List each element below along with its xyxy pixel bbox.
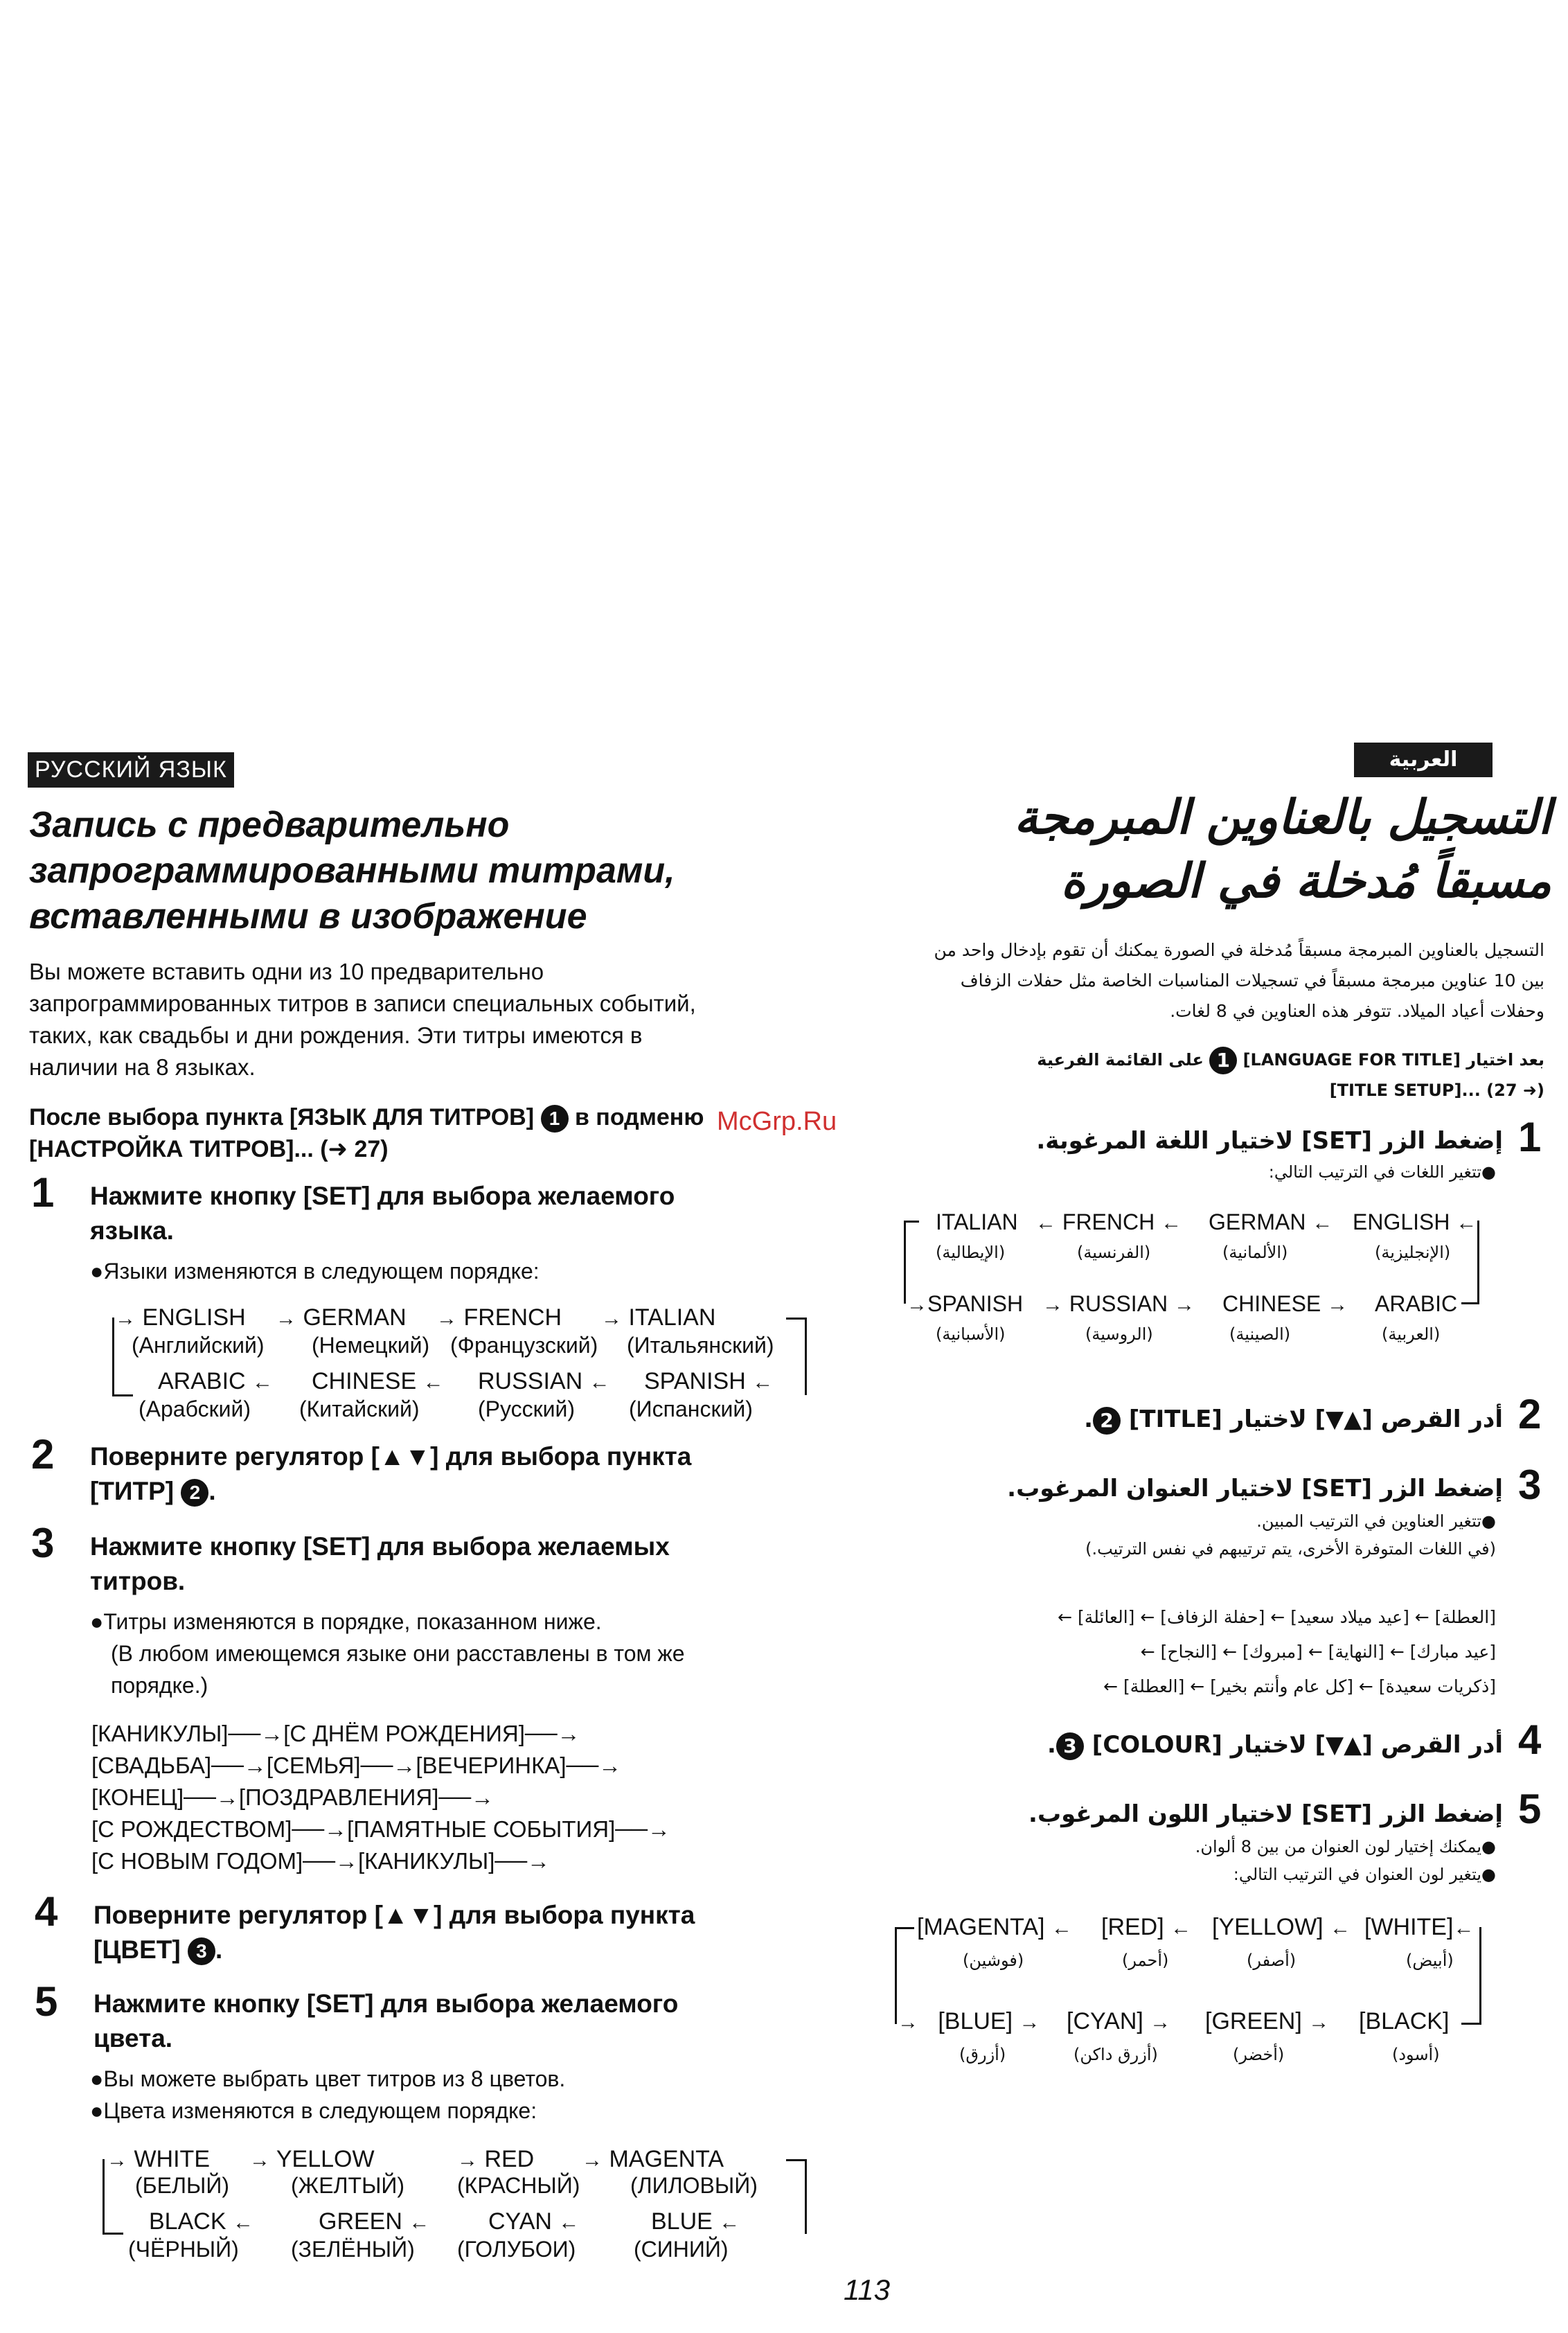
step-line: Поверните регулятор [▲▼] для выбора пункта xyxy=(90,1442,692,1471)
step-line: أدر القرص [▲▼] لاختيار [COLOUR] xyxy=(1092,1731,1503,1759)
colour-label: [YELLOW] xyxy=(1212,1914,1324,1940)
title-sequence-line: [КОНЕЦ]──→[ПОЗДРАВЛЕНИЯ]──→ xyxy=(91,1784,495,1810)
step-5-text-russian xyxy=(93,1987,821,2056)
language-label-translation: (Арабский) xyxy=(139,1396,251,1421)
colour-label-translation: (فوشين) xyxy=(963,1951,1024,1970)
precondition-text: (➜ 27) ...[TITLE SETUP] xyxy=(1329,1081,1544,1100)
colour-cycle-diagram-russian: → WHITE → YELLOW → RED → MAGENTA (БЕЛЫЙ) (ЖЕЛТЫЙ) (КРАСНЫЙ) (ЛИЛОВЫЙ) BLACK ← GREEN ← CYAN ← BLUE ← (ЧЁРНЫЙ) (ЗЕЛЁНЫЙ) (ГОЛУБОИ) (СИНИЙ) xyxy=(97,2144,817,2269)
bullet-text: ●Титры изменяются в порядке, показанном ниже. xyxy=(90,1609,602,1634)
colour-label-translation: (أزرق) xyxy=(959,2045,1006,2064)
precondition-text: После выбора пункта [ЯЗЫК ДЛЯ ТИТРОВ] xyxy=(29,1104,535,1130)
colour-label-translation: (ГОЛУБОИ) xyxy=(457,2237,576,2262)
step-line: титров. xyxy=(90,1567,186,1595)
precondition-text: в подменю xyxy=(574,1104,704,1130)
step-line: [ЦВЕТ] xyxy=(93,1935,181,1964)
precondition-arabic xyxy=(970,1045,1544,1106)
title-sequence-line: [КАНИКУЛЫ]──→[С ДНЁМ РОЖДЕНИЯ]──→ xyxy=(91,1721,580,1746)
language-label: RUSSIAN xyxy=(478,1368,583,1394)
precondition-text: بعد اختيار [LANGUAGE FOR TITLE] xyxy=(1242,1050,1544,1070)
bullet-text: ●تتغير اللغات في الترتيب التالي: xyxy=(1268,1162,1496,1182)
intro-line: بين 10 عناوين مبرمجة مسبقاً في تسجيلات المناسبات الخاصة مثل حفلات الزفاف xyxy=(960,970,1544,991)
language-label-translation: (الصينية) xyxy=(1229,1324,1291,1344)
step-5-bullets-russian xyxy=(90,2063,824,2127)
language-label: GERMAN xyxy=(303,1304,407,1331)
step-3-text-russian xyxy=(90,1529,817,1599)
precondition-text: [НАСТРОЙКА ТИТРОВ]... (➜ 27) xyxy=(29,1136,389,1162)
title-line: مسبقاً مُدخلة في الصورة xyxy=(1060,854,1551,909)
colour-label-translation: (أبيض) xyxy=(1406,1951,1454,1970)
colour-label: BLUE xyxy=(651,2208,713,2235)
colour-cycle-diagram-arabic: [MAGENTA] ← [RED] ← [YELLOW] ← [WHITE]← (فوشين) (أحمر) (أصفر) (أبيض) → [BLUE] → [CYAN] → [GREEN] → [BLACK] (أزرق) (أزرق داكن) (أخضر) (أسود) xyxy=(893,1912,1496,2064)
marker-2-icon: 2 xyxy=(181,1479,208,1507)
intro-line: таких, как свадьбы и дни рождения. Эти титры имеются в xyxy=(29,1022,643,1048)
language-label: ARABIC xyxy=(1375,1291,1458,1316)
marker-1-icon: 1 xyxy=(541,1105,569,1133)
step-line: أدر القرص [▲▼] لاختيار [TITLE] xyxy=(1128,1405,1503,1433)
colour-label-translation: (ЧЁРНЫЙ) xyxy=(128,2237,239,2262)
step-line: цвета. xyxy=(93,2024,173,2052)
step-line: Нажмите кнопку [SET] для выбора желаемых xyxy=(90,1532,670,1561)
bullet-text: ●تتغير العناوين في الترتيب المبين. xyxy=(1256,1511,1496,1531)
language-label: ITALIAN xyxy=(936,1209,1018,1234)
step-4-text-russian: Поверните регулятор [▲▼] для выбора пункта [ЦВЕТ] 3 . xyxy=(93,1898,821,1967)
colour-label: [BLUE] xyxy=(938,2008,1013,2034)
language-label-translation: (الأسبانية) xyxy=(936,1324,1006,1344)
colour-label-translation: (ЗЕЛЁНЫЙ) xyxy=(291,2237,415,2262)
intro-line: التسجيل بالعناوين المبرمجة مسبقاً مُدخلة في الصورة يمكنك أن تقوم بإدخال واحد من xyxy=(934,940,1544,960)
colour-label-translation: (СИНИЙ) xyxy=(634,2237,729,2262)
title-line: Запись с предварительно xyxy=(29,805,510,845)
colour-label: [BLACK] xyxy=(1359,2008,1450,2034)
step-2-text-arabic: أدر القرص [▲▼] لاختيار [TITLE] 2. xyxy=(1084,1405,1503,1433)
colour-label-translation: (أصفر) xyxy=(1247,1951,1297,1970)
language-label-translation: (الألمانية) xyxy=(1222,1243,1288,1262)
title-sequence-line: [العطلة] ← [عيد ميلاد سعيد] ← [حفلة الزفاف] ← [العائلة] ← xyxy=(1058,1607,1496,1627)
colour-label: YELLOW xyxy=(276,2146,375,2172)
step-number: 4 xyxy=(35,1888,58,1935)
colour-label-translation: (ЛИЛОВЫЙ) xyxy=(630,2173,758,2198)
page-title-arabic xyxy=(887,786,1551,914)
step-number: 3 xyxy=(31,1520,55,1566)
language-label: CHINESE xyxy=(1222,1291,1321,1316)
step-number: 3 xyxy=(1518,1462,1542,1508)
watermark: McGrp.Ru xyxy=(717,1107,837,1136)
page-title-russian xyxy=(29,802,791,939)
language-label: CHINESE xyxy=(312,1368,417,1394)
language-label-translation: (Немецкий) xyxy=(312,1333,430,1358)
bullet-text: порядке.) xyxy=(111,1673,208,1698)
language-label-translation: (العربية) xyxy=(1382,1324,1441,1344)
language-cycle-diagram-arabic: ITALIAN ← FRENCH ← GERMAN ← ENGLISH ← (الإيطالية) (الفرنسية) (الألمانية) (الإنجليزية) →SPANISH → RUSSIAN → CHINESE → ARABIC (الأسبانية) (الروسية) (الصينية) (العربية) xyxy=(904,1207,1486,1345)
intro-line: запрограммированных титров в записи специальных событий, xyxy=(29,991,696,1016)
intro-line: Вы можете вставить одни из 10 предварительно xyxy=(29,959,544,984)
language-label: ENGLISH xyxy=(1353,1209,1450,1234)
title-sequence-line: [С НОВЫМ ГОДОМ]──→[КАНИКУЛЫ]──→ xyxy=(91,1848,551,1874)
intro-paragraph-arabic xyxy=(859,935,1544,1027)
title-sequence-line: [СВАДЬБА]──→[СЕМЬЯ]──→[ВЕЧЕРИНКА]──→ xyxy=(91,1753,622,1778)
language-label: ENGLISH xyxy=(142,1304,246,1331)
step-line: Поверните регулятор [▲▼] для выбора пункта xyxy=(93,1901,695,1929)
language-label: SPANISH xyxy=(927,1291,1024,1316)
step-1-text-arabic: إضغط الزر [SET] لاختيار اللغة المرغوبة. xyxy=(1036,1127,1503,1155)
step-5-text-arabic: إضغط الزر [SET] لاختيار اللون المرغوب. xyxy=(1028,1800,1503,1828)
colour-label-translation: (БЕЛЫЙ) xyxy=(135,2173,229,2198)
step-line: Нажмите кнопку [SET] для выбора желаемого xyxy=(93,1989,679,2018)
colour-label: CYAN xyxy=(488,2208,552,2235)
colour-label: [MAGENTA] xyxy=(917,1914,1045,1940)
step-1-text-russian xyxy=(90,1179,817,1248)
intro-line: وحفلات أعياد الميلاد. تتوفر هذه العناوين في 8 لغات. xyxy=(1170,1001,1544,1021)
colour-label: [CYAN] xyxy=(1067,2008,1143,2034)
language-label: ARABIC xyxy=(158,1368,246,1394)
language-tag-arabic: العربية xyxy=(1354,743,1493,777)
step-line: языка. xyxy=(90,1216,174,1245)
language-label: FRENCH xyxy=(463,1304,562,1331)
title-sequence-line: [عيد مبارك] ← [النهاية] ← [مبروك] ← [النجاح] ← xyxy=(1140,1642,1496,1662)
bullet-text: (في اللغات المتوفرة الأخرى، يتم ترتيبهم في نفس الترتيب.) xyxy=(1085,1539,1496,1559)
precondition-russian xyxy=(29,1101,826,1165)
title-sequence-line: [С РОЖДЕСТВОМ]──→[ПАМЯТНЫЕ СОБЫТИЯ]──→ xyxy=(91,1816,671,1842)
language-label-translation: (Итальянский) xyxy=(627,1333,774,1358)
language-label: SPANISH xyxy=(644,1368,746,1394)
language-cycle-diagram-russian: → ENGLISH → GERMAN → FRENCH → ITALIAN (Английский) (Немецкий) (Французский) (Итальянский) ARABIC ← CHINESE ← RUSSIAN ← SPANISH ← (Арабский) (Китайский) (Русский) (Испанский) xyxy=(104,1302,831,1427)
step-4-text-arabic: أدر القرص [▲▼] لاختيار [COLOUR] 3. xyxy=(1047,1731,1503,1759)
step-number: 2 xyxy=(31,1431,55,1478)
marker-2-icon: 2 xyxy=(1093,1407,1121,1435)
colour-label: BLACK xyxy=(149,2208,226,2235)
language-label-translation: (الإيطالية) xyxy=(936,1243,1006,1262)
title-line: التسجيل بالعناوين المبرمجة xyxy=(1014,790,1551,845)
bullet-text: ●يمكنك إختيار لون العنوان من بين 8 ألوان. xyxy=(1195,1837,1496,1856)
step-number: 1 xyxy=(1518,1114,1542,1160)
language-tag-russian: РУССКИЙ ЯЗЫК xyxy=(28,752,234,788)
language-label-translation: (الإنجليزية) xyxy=(1375,1243,1451,1262)
title-sequence-line: [ذكريات سعيدة] ← [كل عام وأنتم بخير] ← [العطلة] ← xyxy=(1103,1676,1496,1696)
step-5-bullets-arabic xyxy=(900,1833,1496,1888)
precondition-text: على القائمة الفرعية xyxy=(1037,1050,1204,1070)
step-3-bullets-arabic xyxy=(900,1507,1496,1563)
colour-label: GREEN xyxy=(319,2208,402,2235)
titles-sequence-arabic xyxy=(942,1600,1496,1704)
step-line: Нажмите кнопку [SET] для выбора желаемого xyxy=(90,1182,675,1210)
marker-3-icon: 3 xyxy=(188,1937,215,1965)
colour-label: WHITE xyxy=(134,2146,210,2172)
bullet-text: ●Вы можете выбрать цвет титров из 8 цветов. xyxy=(90,2066,566,2091)
language-label: ITALIAN xyxy=(628,1304,716,1331)
language-label: RUSSIAN xyxy=(1069,1291,1168,1316)
colour-label-translation: (ЖЕЛТЫЙ) xyxy=(291,2173,405,2198)
colour-label: [WHITE] xyxy=(1364,1914,1454,1940)
language-label-translation: (Китайский) xyxy=(299,1396,420,1421)
step-number: 4 xyxy=(1518,1717,1542,1763)
intro-line: наличии на 8 языках. xyxy=(29,1054,256,1080)
colour-label: [GREEN] xyxy=(1205,2008,1302,2034)
step-number: 1 xyxy=(31,1169,55,1216)
language-label-translation: (Испанский) xyxy=(629,1396,753,1421)
colour-label: [RED] xyxy=(1101,1914,1164,1940)
title-line: запрограммированными титрами, xyxy=(29,851,675,891)
colour-label-translation: (أزرق داكن) xyxy=(1073,2045,1158,2064)
page-number: 113 xyxy=(844,2273,890,2306)
language-label-translation: (Английский) xyxy=(132,1333,265,1358)
language-label-translation: (الفرنسية) xyxy=(1077,1243,1151,1262)
language-label-translation: (Французский) xyxy=(450,1333,598,1358)
language-label: FRENCH xyxy=(1062,1209,1155,1234)
colour-label-translation: (أسود) xyxy=(1392,2045,1440,2064)
bullet-text: ●Языки изменяются в следующем порядке: xyxy=(90,1259,540,1284)
colour-label-translation: (КРАСНЫЙ) xyxy=(457,2173,580,2198)
marker-1-icon: 1 xyxy=(1209,1047,1237,1074)
step-3-text-arabic: إضغط الزر [SET] لاختيار العنوان المرغوب. xyxy=(1007,1475,1503,1502)
language-label-translation: (الروسية) xyxy=(1085,1324,1153,1344)
colour-label: RED xyxy=(484,2146,535,2172)
step-line: [ТИТР] xyxy=(90,1477,175,1505)
step-2-text-russian: Поверните регулятор [▲▼] для выбора пункта [ТИТР] 2 . xyxy=(90,1439,817,1509)
language-label: GERMAN xyxy=(1209,1209,1306,1234)
step-3-bullets-russian xyxy=(90,1606,824,1701)
colour-label: MAGENTA xyxy=(609,2146,724,2172)
step-number: 5 xyxy=(35,1978,58,2025)
step-number: 5 xyxy=(1518,1786,1542,1832)
intro-paragraph-russian xyxy=(29,956,826,1083)
colour-label-translation: (أخضر) xyxy=(1233,2045,1285,2064)
bullet-text: ●يتغير لون العنوان في الترتيب التالي: xyxy=(1233,1865,1496,1884)
titles-sequence-russian xyxy=(91,1718,670,1877)
bullet-text: ●Цвета изменяются в следующем порядке: xyxy=(90,2098,537,2123)
step-number: 2 xyxy=(1518,1391,1542,1437)
language-label-translation: (Русский) xyxy=(478,1396,576,1421)
marker-3-icon: 3 xyxy=(1056,1732,1084,1760)
title-line: вставленными в изображение xyxy=(29,896,587,937)
colour-label-translation: (أحمر) xyxy=(1122,1951,1169,1970)
bullet-text: (В любом имеющемся языке они расставлены в том же xyxy=(111,1641,685,1666)
